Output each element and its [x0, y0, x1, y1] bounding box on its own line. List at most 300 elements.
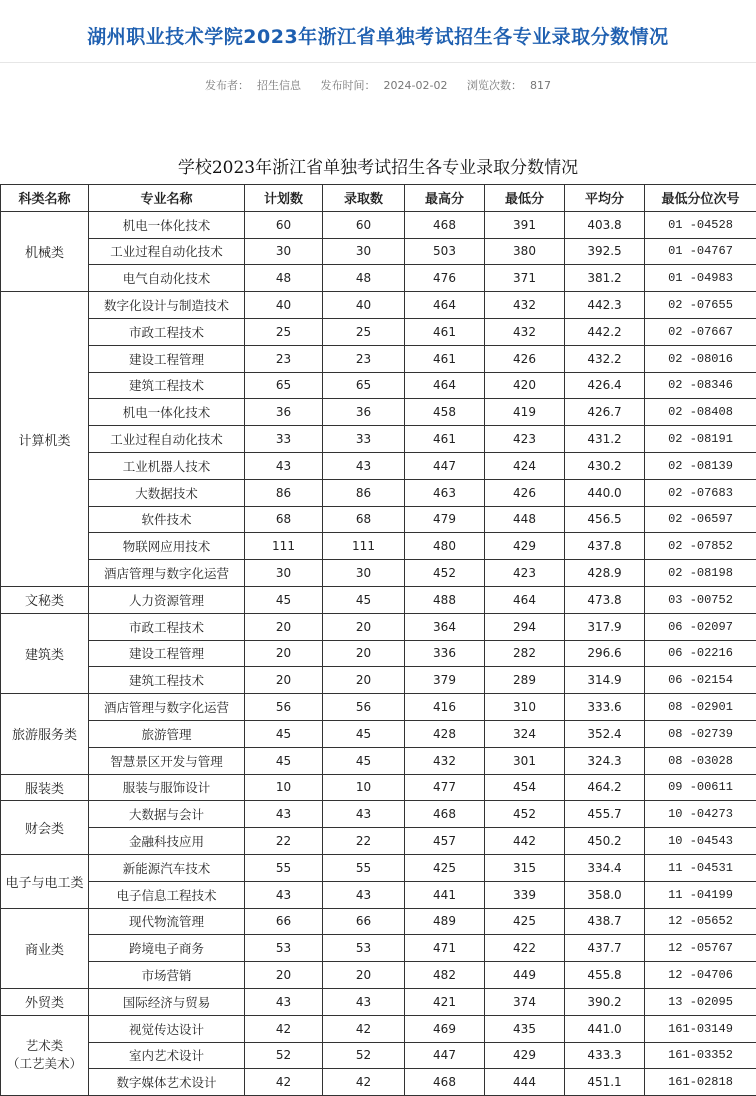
- max-cell: 432: [405, 747, 485, 774]
- major-cell: 视觉传达设计: [89, 1015, 245, 1042]
- plan-cell: 86: [245, 479, 323, 506]
- plan-cell: 20: [245, 613, 323, 640]
- table-row: [1, 720, 756, 747]
- plan-cell: 40: [245, 292, 323, 319]
- avg-cell: 428.9: [565, 560, 645, 587]
- avg-cell: 352.4: [565, 720, 645, 747]
- plan-cell: 52: [245, 1042, 323, 1069]
- rank-cell: 06 -02154: [645, 667, 756, 694]
- major-cell: 服装与服饰设计: [89, 774, 245, 801]
- plan-cell: 111: [245, 533, 323, 560]
- table-row: [1, 586, 756, 613]
- min-cell: 420: [485, 372, 565, 399]
- table-row: [1, 372, 756, 399]
- min-cell: 429: [485, 1042, 565, 1069]
- table-row: [1, 318, 756, 345]
- table-row: [1, 747, 756, 774]
- table-row: [1, 667, 756, 694]
- plan-cell: 60: [245, 211, 323, 238]
- avg-cell: 437.8: [565, 533, 645, 560]
- avg-cell: 392.5: [565, 238, 645, 265]
- max-cell: 452: [405, 560, 485, 587]
- avg-cell: 334.4: [565, 854, 645, 881]
- avg-cell: 456.5: [565, 506, 645, 533]
- table-row: [1, 854, 756, 881]
- min-cell: 289: [485, 667, 565, 694]
- major-cell: 工业机器人技术: [89, 452, 245, 479]
- major-cell: 市政工程技术: [89, 613, 245, 640]
- plan-cell: 20: [245, 667, 323, 694]
- admit-cell: 30: [323, 238, 405, 265]
- rank-cell: 161-02818: [645, 1069, 756, 1096]
- category-cell: 机械类: [1, 211, 89, 291]
- avg-cell: 324.3: [565, 747, 645, 774]
- max-cell: 469: [405, 1015, 485, 1042]
- rank-cell: 08 -03028: [645, 747, 756, 774]
- major-cell: 数字化设计与制造技术: [89, 292, 245, 319]
- admit-cell: 48: [323, 265, 405, 292]
- table-row: [1, 613, 756, 640]
- category-cell: 文秘类: [1, 586, 89, 613]
- admit-cell: 10: [323, 774, 405, 801]
- admit-cell: 43: [323, 452, 405, 479]
- avg-cell: 296.6: [565, 640, 645, 667]
- admit-cell: 20: [323, 613, 405, 640]
- rank-cell: 10 -04543: [645, 828, 756, 855]
- plan-cell: 43: [245, 881, 323, 908]
- table-title: 学校2023年浙江省单独考试招生各专业录取分数情况: [0, 153, 756, 178]
- max-cell: 480: [405, 533, 485, 560]
- table-row: [1, 399, 756, 426]
- category-cell: 商业类: [1, 908, 89, 988]
- table-row: [1, 1042, 756, 1069]
- table-row: [1, 506, 756, 533]
- view-count-label: 浏览次数：: [467, 79, 522, 92]
- min-cell: 464: [485, 586, 565, 613]
- avg-cell: 455.7: [565, 801, 645, 828]
- rank-cell: 01 -04767: [645, 238, 756, 265]
- rank-cell: 09 -00611: [645, 774, 756, 801]
- rank-cell: 02 -06597: [645, 506, 756, 533]
- rank-cell: 02 -07683: [645, 479, 756, 506]
- avg-cell: 433.3: [565, 1042, 645, 1069]
- plan-cell: 42: [245, 1069, 323, 1096]
- max-cell: 447: [405, 1042, 485, 1069]
- max-cell: 364: [405, 613, 485, 640]
- rank-cell: 01 -04983: [645, 265, 756, 292]
- min-cell: 310: [485, 694, 565, 721]
- admit-cell: 43: [323, 988, 405, 1015]
- table-row: [1, 1069, 756, 1096]
- major-cell: 建设工程管理: [89, 640, 245, 667]
- min-cell: 301: [485, 747, 565, 774]
- table-row: [1, 640, 756, 667]
- admit-cell: 43: [323, 801, 405, 828]
- category-cell: 电子与电工类: [1, 854, 89, 908]
- publish-time-label: 发布时间：: [321, 79, 376, 92]
- rank-cell: 11 -04531: [645, 854, 756, 881]
- plan-cell: 10: [245, 774, 323, 801]
- category-cell: 服装类: [1, 774, 89, 801]
- admit-cell: 55: [323, 854, 405, 881]
- min-cell: 448: [485, 506, 565, 533]
- min-cell: 432: [485, 318, 565, 345]
- plan-cell: 48: [245, 265, 323, 292]
- min-cell: 426: [485, 345, 565, 372]
- major-cell: 建设工程管理: [89, 345, 245, 372]
- min-cell: 315: [485, 854, 565, 881]
- max-cell: 477: [405, 774, 485, 801]
- major-cell: 数字媒体艺术设计: [89, 1069, 245, 1096]
- plan-cell: 43: [245, 452, 323, 479]
- rank-cell: 01 -04528: [645, 211, 756, 238]
- min-cell: 432: [485, 292, 565, 319]
- min-cell: 452: [485, 801, 565, 828]
- major-cell: 跨境电子商务: [89, 935, 245, 962]
- major-cell: 建筑工程技术: [89, 667, 245, 694]
- category-cell: 外贸类: [1, 988, 89, 1015]
- col-header-min: 最低分: [485, 185, 565, 212]
- rank-cell: 02 -08016: [645, 345, 756, 372]
- min-cell: 424: [485, 452, 565, 479]
- plan-cell: 56: [245, 694, 323, 721]
- major-cell: 新能源汽车技术: [89, 854, 245, 881]
- avg-cell: 442.2: [565, 318, 645, 345]
- max-cell: 461: [405, 318, 485, 345]
- rank-cell: 02 -08408: [645, 399, 756, 426]
- avg-cell: 464.2: [565, 774, 645, 801]
- admit-cell: 45: [323, 747, 405, 774]
- admit-cell: 42: [323, 1069, 405, 1096]
- min-cell: 449: [485, 962, 565, 989]
- admit-cell: 45: [323, 720, 405, 747]
- avg-cell: 442.3: [565, 292, 645, 319]
- avg-cell: 455.8: [565, 962, 645, 989]
- avg-cell: 437.7: [565, 935, 645, 962]
- avg-cell: 317.9: [565, 613, 645, 640]
- major-cell: 工业过程自动化技术: [89, 426, 245, 453]
- max-cell: 425: [405, 854, 485, 881]
- max-cell: 336: [405, 640, 485, 667]
- major-cell: 机电一体化技术: [89, 211, 245, 238]
- plan-cell: 33: [245, 426, 323, 453]
- major-cell: 建筑工程技术: [89, 372, 245, 399]
- table-row: [1, 962, 756, 989]
- rank-cell: 161-03352: [645, 1042, 756, 1069]
- category-cell: 艺术类 （工艺美术）: [1, 1015, 89, 1095]
- table-body: [1, 211, 756, 1095]
- table-row: [1, 211, 756, 238]
- category-cell: 旅游服务类: [1, 694, 89, 774]
- view-count-value: 817: [530, 79, 551, 92]
- min-cell: 294: [485, 613, 565, 640]
- page-title: 湖州职业技术学院2023年浙江省单独考试招生各专业录取分数情况: [0, 22, 756, 49]
- rank-cell: 161-03149: [645, 1015, 756, 1042]
- min-cell: 374: [485, 988, 565, 1015]
- admit-cell: 65: [323, 372, 405, 399]
- min-cell: 391: [485, 211, 565, 238]
- plan-cell: 23: [245, 345, 323, 372]
- scores-table: [0, 184, 756, 1096]
- table-row: [1, 828, 756, 855]
- table-row: [1, 292, 756, 319]
- max-cell: 468: [405, 801, 485, 828]
- rank-cell: 03 -00752: [645, 586, 756, 613]
- plan-cell: 43: [245, 988, 323, 1015]
- plan-cell: 30: [245, 560, 323, 587]
- max-cell: 416: [405, 694, 485, 721]
- major-cell: 室内艺术设计: [89, 1042, 245, 1069]
- admit-cell: 25: [323, 318, 405, 345]
- max-cell: 464: [405, 292, 485, 319]
- major-cell: 工业过程自动化技术: [89, 238, 245, 265]
- rank-cell: 13 -02095: [645, 988, 756, 1015]
- category-cell: 财会类: [1, 801, 89, 855]
- plan-cell: 53: [245, 935, 323, 962]
- max-cell: 458: [405, 399, 485, 426]
- max-cell: 503: [405, 238, 485, 265]
- major-cell: 机电一体化技术: [89, 399, 245, 426]
- major-cell: 金融科技应用: [89, 828, 245, 855]
- avg-cell: 314.9: [565, 667, 645, 694]
- min-cell: 423: [485, 560, 565, 587]
- avg-cell: 390.2: [565, 988, 645, 1015]
- table-header-row: [1, 185, 756, 212]
- table-row: [1, 452, 756, 479]
- category-cell: 建筑类: [1, 613, 89, 693]
- avg-cell: 426.7: [565, 399, 645, 426]
- admit-cell: 66: [323, 908, 405, 935]
- avg-cell: 441.0: [565, 1015, 645, 1042]
- col-header-plan: 计划数: [245, 185, 323, 212]
- table-row: [1, 801, 756, 828]
- rank-cell: 02 -08139: [645, 452, 756, 479]
- min-cell: 442: [485, 828, 565, 855]
- admit-cell: 43: [323, 881, 405, 908]
- max-cell: 428: [405, 720, 485, 747]
- table-row: [1, 908, 756, 935]
- title-divider: [0, 62, 756, 63]
- min-cell: 423: [485, 426, 565, 453]
- rank-cell: 11 -04199: [645, 881, 756, 908]
- max-cell: 471: [405, 935, 485, 962]
- table-row: [1, 694, 756, 721]
- avg-cell: 450.2: [565, 828, 645, 855]
- max-cell: 457: [405, 828, 485, 855]
- plan-cell: 66: [245, 908, 323, 935]
- plan-cell: 36: [245, 399, 323, 426]
- admit-cell: 111: [323, 533, 405, 560]
- max-cell: 482: [405, 962, 485, 989]
- col-header-major: 专业名称: [89, 185, 245, 212]
- plan-cell: 42: [245, 1015, 323, 1042]
- admit-cell: 33: [323, 426, 405, 453]
- admit-cell: 60: [323, 211, 405, 238]
- admit-cell: 52: [323, 1042, 405, 1069]
- max-cell: 468: [405, 211, 485, 238]
- publish-time-value: 2024-02-02: [384, 79, 448, 92]
- max-cell: 468: [405, 1069, 485, 1096]
- table-row: [1, 560, 756, 587]
- min-cell: 429: [485, 533, 565, 560]
- plan-cell: 45: [245, 586, 323, 613]
- max-cell: 488: [405, 586, 485, 613]
- table-row: [1, 988, 756, 1015]
- rank-cell: 02 -08198: [645, 560, 756, 587]
- major-cell: 现代物流管理: [89, 908, 245, 935]
- min-cell: 435: [485, 1015, 565, 1042]
- min-cell: 422: [485, 935, 565, 962]
- rank-cell: 12 -04706: [645, 962, 756, 989]
- major-cell: 大数据技术: [89, 479, 245, 506]
- plan-cell: 65: [245, 372, 323, 399]
- avg-cell: 451.1: [565, 1069, 645, 1096]
- min-cell: 371: [485, 265, 565, 292]
- avg-cell: 431.2: [565, 426, 645, 453]
- min-cell: 419: [485, 399, 565, 426]
- admit-cell: 30: [323, 560, 405, 587]
- max-cell: 479: [405, 506, 485, 533]
- admit-cell: 20: [323, 667, 405, 694]
- table-row: [1, 426, 756, 453]
- min-cell: 454: [485, 774, 565, 801]
- rank-cell: 02 -07655: [645, 292, 756, 319]
- rank-cell: 02 -08191: [645, 426, 756, 453]
- plan-cell: 30: [245, 238, 323, 265]
- article-meta: [0, 77, 756, 93]
- avg-cell: 432.2: [565, 345, 645, 372]
- rank-cell: 08 -02901: [645, 694, 756, 721]
- rank-cell: 10 -04273: [645, 801, 756, 828]
- plan-cell: 45: [245, 747, 323, 774]
- min-cell: 425: [485, 908, 565, 935]
- avg-cell: 426.4: [565, 372, 645, 399]
- major-cell: 大数据与会计: [89, 801, 245, 828]
- table-row: [1, 265, 756, 292]
- major-cell: 物联网应用技术: [89, 533, 245, 560]
- rank-cell: 08 -02739: [645, 720, 756, 747]
- plan-cell: 25: [245, 318, 323, 345]
- min-cell: 324: [485, 720, 565, 747]
- major-cell: 酒店管理与数字化运营: [89, 560, 245, 587]
- rank-cell: 06 -02097: [645, 613, 756, 640]
- avg-cell: 438.7: [565, 908, 645, 935]
- major-cell: 人力资源管理: [89, 586, 245, 613]
- max-cell: 441: [405, 881, 485, 908]
- table-row: [1, 345, 756, 372]
- avg-cell: 473.8: [565, 586, 645, 613]
- min-cell: 339: [485, 881, 565, 908]
- plan-cell: 22: [245, 828, 323, 855]
- min-cell: 282: [485, 640, 565, 667]
- max-cell: 461: [405, 426, 485, 453]
- avg-cell: 440.0: [565, 479, 645, 506]
- avg-cell: 381.2: [565, 265, 645, 292]
- max-cell: 463: [405, 479, 485, 506]
- min-cell: 444: [485, 1069, 565, 1096]
- max-cell: 379: [405, 667, 485, 694]
- max-cell: 461: [405, 345, 485, 372]
- plan-cell: 43: [245, 801, 323, 828]
- table-row: [1, 935, 756, 962]
- rank-cell: 06 -02216: [645, 640, 756, 667]
- publish-time: [317, 79, 452, 92]
- col-header-rank: 最低分位次号: [645, 185, 756, 212]
- major-cell: 软件技术: [89, 506, 245, 533]
- publisher-value: 招生信息: [257, 79, 301, 92]
- view-count: [463, 79, 555, 92]
- min-cell: 426: [485, 479, 565, 506]
- major-cell: 电气自动化技术: [89, 265, 245, 292]
- category-cell: 计算机类: [1, 292, 89, 587]
- min-cell: 380: [485, 238, 565, 265]
- scores-table-container: [0, 184, 756, 1096]
- rank-cell: 02 -07852: [645, 533, 756, 560]
- plan-cell: 68: [245, 506, 323, 533]
- max-cell: 476: [405, 265, 485, 292]
- avg-cell: 358.0: [565, 881, 645, 908]
- max-cell: 489: [405, 908, 485, 935]
- admit-cell: 45: [323, 586, 405, 613]
- admit-cell: 68: [323, 506, 405, 533]
- col-header-avg: 平均分: [565, 185, 645, 212]
- major-cell: 国际经济与贸易: [89, 988, 245, 1015]
- col-header-admit: 录取数: [323, 185, 405, 212]
- max-cell: 464: [405, 372, 485, 399]
- major-cell: 电子信息工程技术: [89, 881, 245, 908]
- table-row: [1, 774, 756, 801]
- avg-cell: 430.2: [565, 452, 645, 479]
- table-row: [1, 479, 756, 506]
- admit-cell: 23: [323, 345, 405, 372]
- avg-cell: 333.6: [565, 694, 645, 721]
- major-cell: 智慧景区开发与管理: [89, 747, 245, 774]
- admit-cell: 36: [323, 399, 405, 426]
- rank-cell: 12 -05652: [645, 908, 756, 935]
- col-header-category: 科类名称: [1, 185, 89, 212]
- plan-cell: 45: [245, 720, 323, 747]
- major-cell: 旅游管理: [89, 720, 245, 747]
- col-header-max: 最高分: [405, 185, 485, 212]
- avg-cell: 403.8: [565, 211, 645, 238]
- major-cell: 市场营销: [89, 962, 245, 989]
- admit-cell: 42: [323, 1015, 405, 1042]
- table-row: [1, 238, 756, 265]
- admit-cell: 20: [323, 640, 405, 667]
- plan-cell: 20: [245, 962, 323, 989]
- table-row: [1, 533, 756, 560]
- admit-cell: 40: [323, 292, 405, 319]
- rank-cell: 12 -05767: [645, 935, 756, 962]
- publisher-label: 发布者：: [205, 79, 249, 92]
- admit-cell: 22: [323, 828, 405, 855]
- admit-cell: 53: [323, 935, 405, 962]
- table-row: [1, 1015, 756, 1042]
- max-cell: 421: [405, 988, 485, 1015]
- plan-cell: 55: [245, 854, 323, 881]
- publisher: [201, 79, 305, 92]
- major-cell: 酒店管理与数字化运营: [89, 694, 245, 721]
- admit-cell: 56: [323, 694, 405, 721]
- table-row: [1, 881, 756, 908]
- rank-cell: 02 -08346: [645, 372, 756, 399]
- admit-cell: 86: [323, 479, 405, 506]
- major-cell: 市政工程技术: [89, 318, 245, 345]
- plan-cell: 20: [245, 640, 323, 667]
- max-cell: 447: [405, 452, 485, 479]
- rank-cell: 02 -07667: [645, 318, 756, 345]
- admit-cell: 20: [323, 962, 405, 989]
